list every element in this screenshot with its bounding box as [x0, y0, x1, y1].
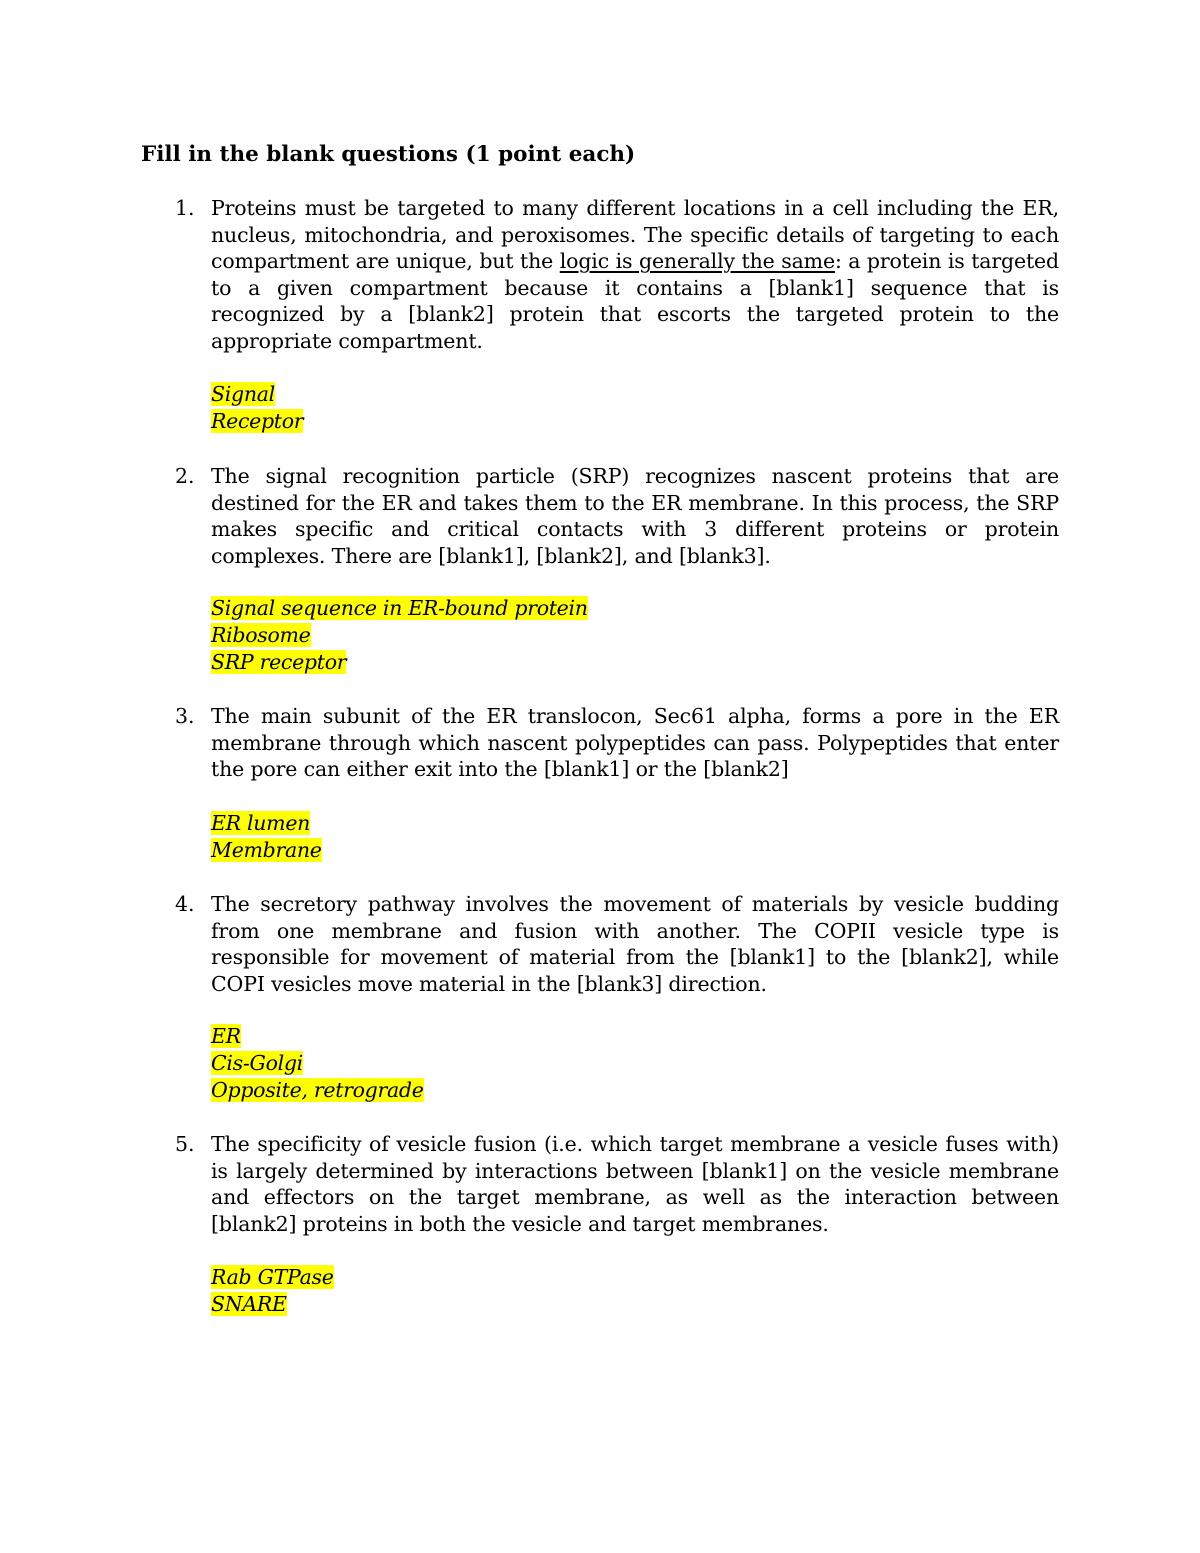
- answers-4: [211, 1023, 424, 1103]
- question-number: 4.: [175, 892, 195, 916]
- highlighted-answer: SNARE: [211, 1291, 287, 1316]
- answer-line: [211, 1077, 424, 1104]
- answers-5: [211, 1264, 334, 1318]
- highlighted-answer: Rab GTPase: [211, 1265, 334, 1289]
- highlighted-answer: SRP receptor: [211, 649, 347, 674]
- answer-line: [211, 622, 588, 649]
- question-number: 5.: [175, 1132, 195, 1156]
- answer-line: [211, 1050, 424, 1077]
- question-number: 2.: [175, 464, 195, 488]
- highlighted-answer: Ribosome: [211, 622, 311, 647]
- answer-line: [211, 649, 588, 676]
- answers-3: [211, 810, 322, 864]
- answer-line: [211, 408, 303, 435]
- question-number: 1.: [175, 196, 195, 220]
- question-text: The main subunit of the ER translocon, Sec61 alpha, forms a pore in the ER membrane through which nascent polypeptides can pass. Polypeptides that enter the pore can either exit into the [blank1] or the [blank2]: [211, 704, 1059, 782]
- highlighted-answer: Opposite, retrograde: [211, 1077, 424, 1102]
- underlined-phrase: logic is generally the same: [559, 249, 835, 274]
- question-text: [211, 195, 1059, 355]
- question-text-part: : a protein is targeted to a given compartment because it contains a [blank1] sequence that is recognized by a [blank2] protein that escorts the targeted protein to the appropriate compartment.: [211, 249, 1060, 353]
- question-text: The specificity of vesicle fusion (i.e. which target membrane a vesicle fuses with) is largely determined by interactions between [blank1] on the vesicle membrane and effectors on the target membrane, as well as the interaction between [blank2] proteins in both the vesicle and target membranes.: [211, 1132, 1059, 1236]
- question-text: The signal recognition particle (SRP) recognizes nascent proteins that are destined for the ER and takes them to the ER membrane. In this process, the SRP makes specific and critical contacts with 3 different proteins or protein complexes. There are [blank1], [blank2], and [blank3].: [211, 464, 1059, 568]
- answer-line: [211, 1023, 424, 1050]
- question-text: The secretory pathway involves the movement of materials by vesicle budding from one membrane and fusion with another. The COPII vesicle type is responsible for movement of material from the [blank1] to the [blank2], while COPI vesicles move material in the [blank3] direction.: [211, 892, 1059, 996]
- answer-line: [211, 381, 303, 408]
- answers-1: [211, 381, 303, 435]
- question-number: 3.: [175, 704, 195, 728]
- answers-2: [211, 595, 588, 675]
- answer-line: [211, 1264, 334, 1291]
- highlighted-answer: Membrane: [211, 837, 322, 862]
- highlighted-answer: Signal sequence in ER-bound protein: [211, 596, 588, 620]
- answer-line: [211, 837, 322, 864]
- highlighted-answer: ER: [211, 1024, 241, 1048]
- answer-line: [211, 595, 588, 622]
- answer-line: [211, 810, 322, 837]
- question-text-part: Proteins must be targeted to many different locations in a cell including the ER, nucleus, mitochondria, and peroxisomes. The specific details of targeting to each compartment are unique, but the: [211, 196, 1059, 274]
- highlighted-answer: ER lumen: [211, 811, 311, 835]
- highlighted-answer: Receptor: [211, 408, 304, 433]
- answer-line: [211, 1291, 334, 1318]
- highlighted-answer: Signal: [211, 382, 275, 406]
- highlighted-answer: Cis-Golgi: [211, 1050, 303, 1075]
- document-heading: Fill in the blank questions (1 point each): [141, 142, 636, 167]
